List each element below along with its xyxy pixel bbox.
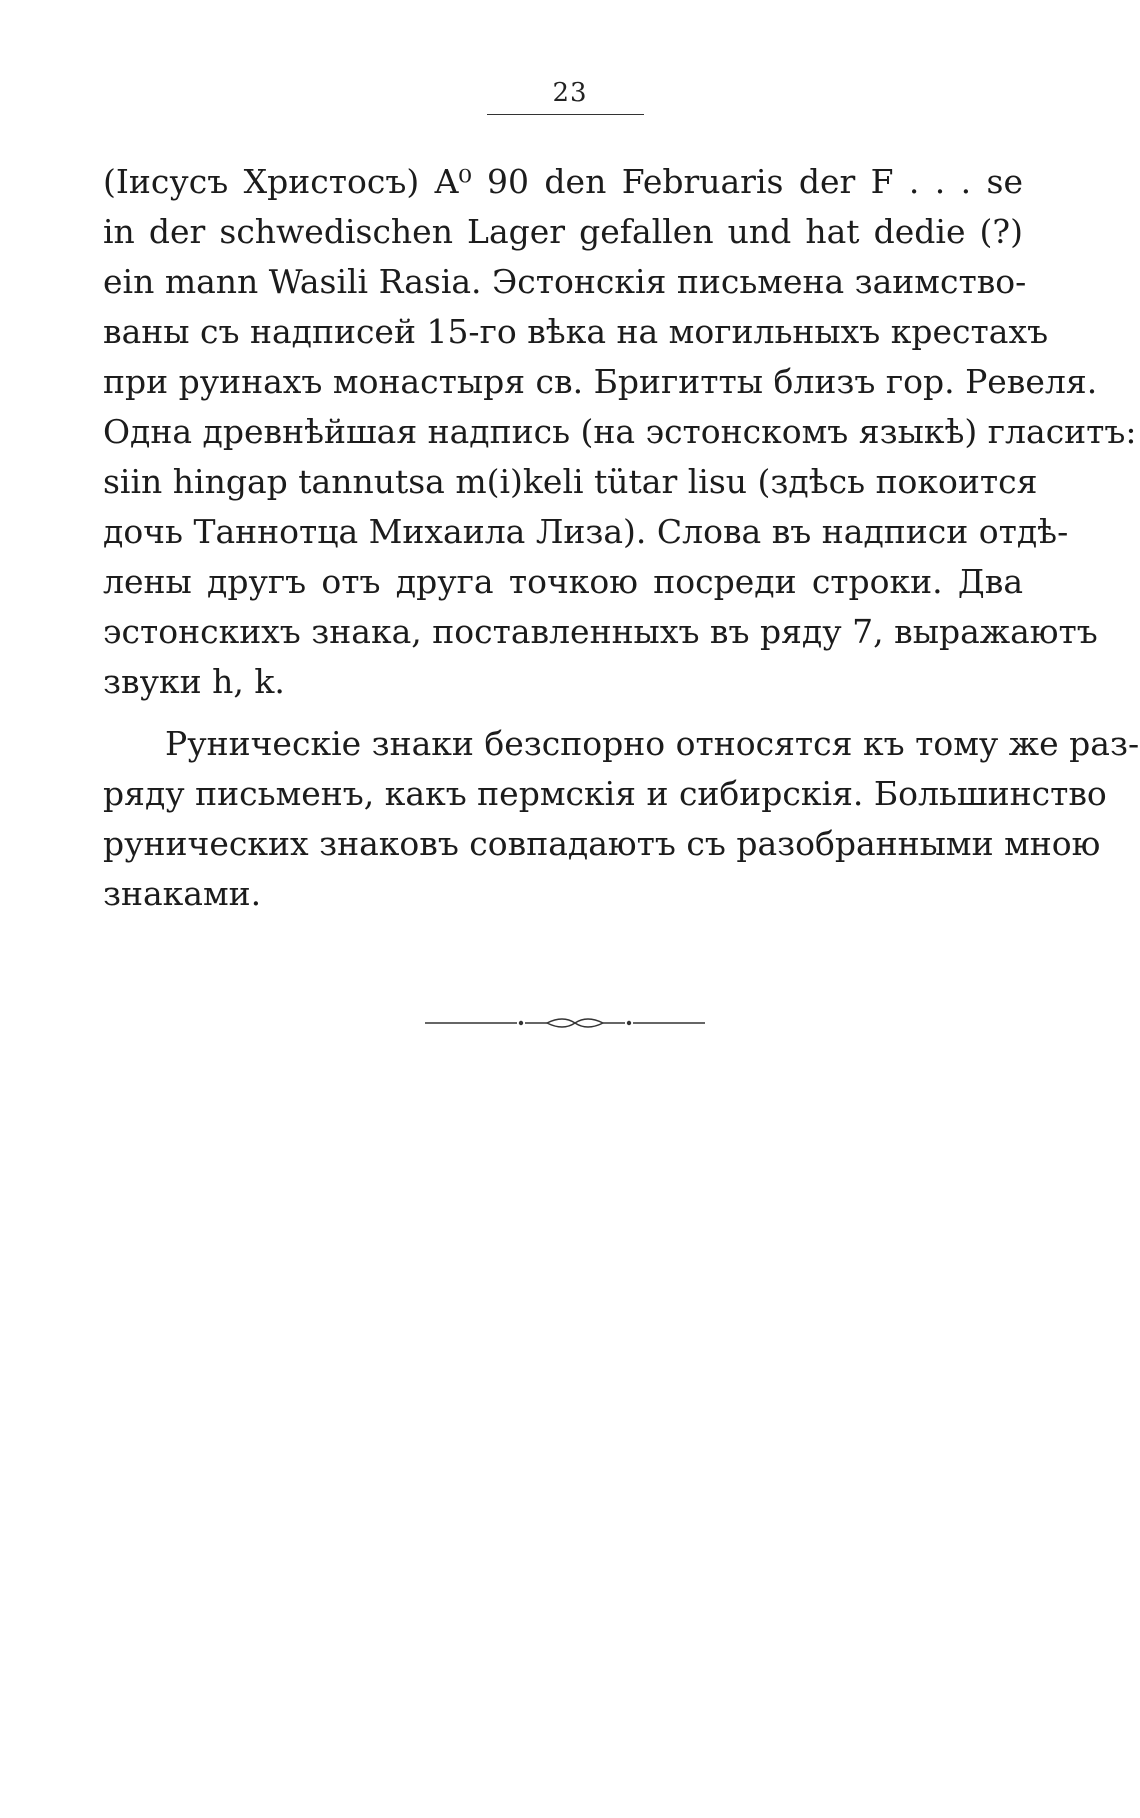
text-line: ряду письменъ, какъ пермскія и сибирскія. Большинство — [103, 774, 1107, 813]
text-line: Одна древнѣйшая надпись (на эстонскомъ языкѣ) гласитъ: — [103, 412, 1137, 451]
body-text — [103, 157, 1140, 919]
paragraph-gap — [103, 707, 1023, 719]
text-line: знаками. — [103, 874, 262, 913]
text-line: лены другъ отъ друга точкою посреди строки. Два — [103, 562, 1023, 601]
text-line: ваны съ надписей 15-го вѣка на могильныхъ крестахъ — [103, 312, 1049, 351]
text-line: рунических знаковъ совпадаютъ съ разобранными мною — [103, 824, 1101, 863]
text-line: дочь Таннотца Михаила Лиза). Слова въ надписи отдѣ- — [103, 512, 1069, 551]
end-ornament-divider — [425, 1008, 705, 1038]
text-line: Руническіе знаки безспорно относятся къ тому же раз- — [165, 724, 1140, 763]
text-line: ein mann Wasili Rasia. Эстонскія письмена заимство- — [103, 262, 1027, 301]
paragraph-2 — [103, 719, 1140, 919]
paragraph-1 — [103, 157, 1137, 707]
text-line: siin hingap tannutsa m(i)keli tütar lisu (здѣсь покоится — [103, 462, 1038, 501]
text-line: эстонскихъ знака, поставленныхъ въ ряду 7, выражаютъ — [103, 612, 1098, 651]
text-line: (Iисусъ Христосъ) A⁰ 90 den Februaris der F . . . se — [103, 162, 1023, 201]
header-rule — [487, 114, 644, 115]
page-number: 23 — [552, 78, 588, 108]
text-line: in der schwedischen Lager gefallen und hat dedie (?) — [103, 212, 1023, 251]
text-line: звуки h, k. — [103, 662, 285, 701]
text-line: при руинахъ монастыря св. Бригитты близъ гор. Ревеля. — [103, 362, 1098, 401]
